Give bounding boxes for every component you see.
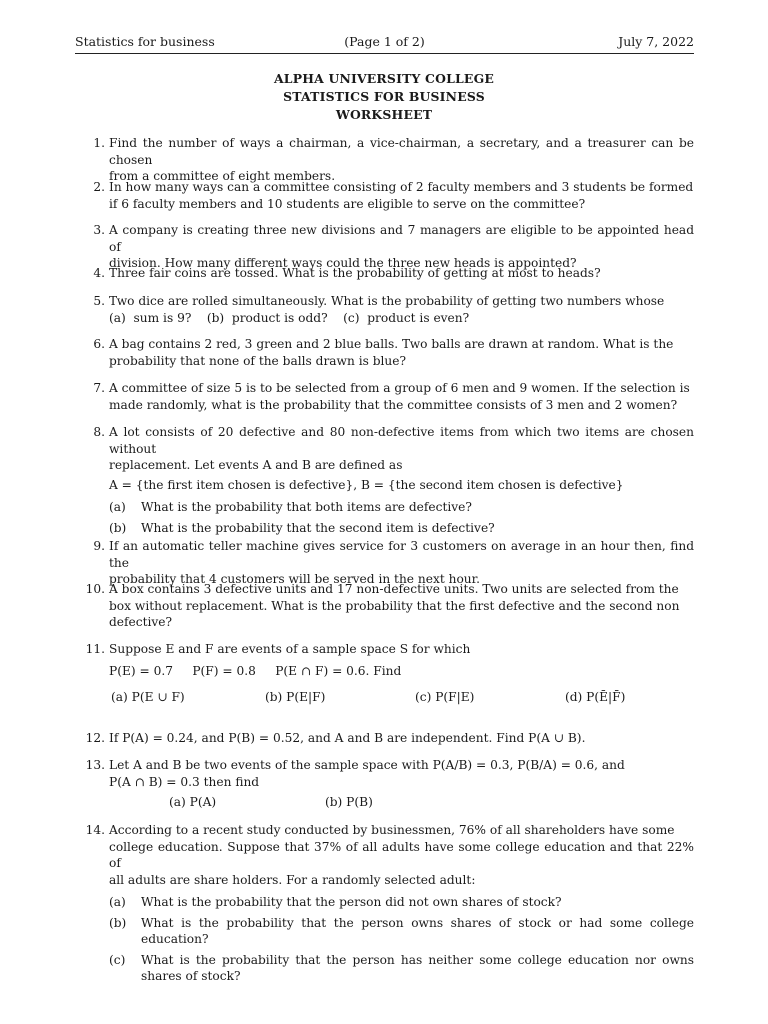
question-number: 7. [93, 381, 105, 395]
question-13 [75, 757, 694, 810]
question-text-line: division. How many different ways could the three new heads is appointed? [109, 256, 577, 270]
sub-question-label: (b) [109, 520, 127, 535]
option-a: (a) P(E ∪ F) [111, 690, 185, 704]
title-block [0, 70, 768, 124]
answer-options [109, 794, 694, 810]
question-text-line: A committee of size 5 is to be selected from a group of 6 men and 9 women. If the selection is [109, 381, 690, 395]
question-text-line: Suppose E and F are events of a sample space S for which [109, 642, 471, 656]
question-text-line: Find the number of ways a chairman, a vice-chairman, a secretary, and a treasurer can be chosen [109, 136, 694, 167]
question-text-line: college education. Suppose that 37% of all adults have some college education and that 22% of [109, 839, 694, 870]
option-b: (b) P(E|F) [265, 690, 326, 704]
question-12 [75, 730, 694, 747]
sub-question-b [109, 520, 694, 537]
title-worksheet: WORKSHEET [335, 107, 433, 122]
question-number: 11. [85, 642, 105, 656]
question-4 [75, 265, 694, 282]
sub-question-c [109, 952, 694, 985]
event-definition: A = {the first item chosen is defective}, B = {the second item chosen is defective} [109, 477, 624, 492]
question-text-line: defective? [109, 615, 172, 629]
answer-options [109, 689, 694, 705]
question-number: 4. [93, 266, 105, 280]
question-7 [75, 380, 694, 413]
question-text-line: probability that 4 customers will be served in the next hour. [109, 572, 480, 586]
sub-question-text: What is the probability that the second item is defective? [141, 520, 495, 535]
question-text-line: In how many ways can a committee consisting of 2 faculty members and 3 students be formed [109, 180, 694, 194]
question-text-line: If an automatic teller machine gives service for 3 customers on average in an hour then, find the [109, 539, 694, 570]
option-a: (a) P(A) [169, 795, 217, 809]
sub-question-b [109, 915, 694, 948]
question-number: 3. [93, 223, 105, 237]
header-course: Statistics for business [75, 34, 215, 49]
header-rule [75, 53, 694, 54]
question-number: 10. [85, 582, 105, 596]
sub-question-text: What is the probability that both items are defective? [141, 500, 472, 514]
sub-question-label: (c) [109, 952, 126, 967]
question-text-line: (a) sum is 9? (b) product is odd? (c) product is even? [109, 310, 470, 325]
question-number: 8. [93, 425, 105, 439]
sub-question-label: (a) [109, 500, 126, 514]
question-11 [75, 641, 694, 705]
question-text-line: probability that none of the balls drawn is blue? [109, 353, 407, 368]
option-b: (b) P(B) [325, 795, 373, 809]
sub-question-a [109, 499, 694, 516]
sub-question-text: What is the probability that the person has neither some college education nor owns shares of stock? [141, 952, 694, 983]
header-page-number: (Page 1 of 2) [344, 34, 425, 49]
question-text-line: from a committee of eight members. [109, 169, 336, 183]
question-text-line: replacement. Let events A and B are defined as [109, 458, 403, 472]
sub-question-text: What is the probability that the person owns shares of stock or had some college education? [141, 915, 694, 946]
question-number: 14. [85, 823, 105, 837]
question-number: 13. [85, 758, 105, 772]
title-course: STATISTICS FOR BUSINESS [283, 89, 485, 104]
header-date: July 7, 2022 [618, 34, 694, 49]
question-text-line: Let A and B be two events of the sample space with P(A/B) = 0.3, P(B/A) = 0.6, and [109, 758, 625, 772]
sub-question-label: (b) [109, 915, 127, 930]
question-text-line: A lot consists of 20 defective and 80 non-defective items from which two items are chosen without [109, 425, 694, 456]
question-text-line: made randomly, what is the probability that the committee consists of 3 men and 2 women? [109, 397, 678, 412]
question-text-line: If P(A) = 0.24, and P(B) = 0.52, and A and B are independent. Find P(A ∪ B). [109, 731, 586, 745]
question-text-line: A box contains 3 defective units and 17 non-defective units. Two units are selected from the [109, 582, 679, 596]
running-header [75, 34, 694, 50]
sub-question-a [109, 894, 694, 911]
question-text-line: A bag contains 2 red, 3 green and 2 blue balls. Two balls are drawn at random. What is the [109, 337, 674, 351]
question-text-line: if 6 faculty members and 10 students are eligible to serve on the committee? [109, 196, 586, 211]
option-d: (d) P(Ē|F̄) [565, 690, 626, 704]
question-number: 9. [93, 539, 105, 553]
question-text-line: Three fair coins are tossed. What is the probability of getting at most to heads? [109, 266, 601, 280]
question-5 [75, 293, 694, 326]
sub-question-text: What is the probability that the person did not own shares of stock? [141, 895, 562, 909]
question-text-line: all adults are share holders. For a randomly selected adult: [109, 872, 476, 887]
question-text-line: box without replacement. What is the probability that the first defective and the second non [109, 598, 680, 613]
option-c: (c) P(F|E) [415, 690, 475, 704]
question-text-line: According to a recent study conducted by businessmen, 76% of all shareholders have some [109, 823, 675, 837]
question-text-line: Two dice are rolled simultaneously. What is the probability of getting two numbers whose [109, 294, 665, 308]
question-2 [75, 179, 694, 212]
given-probabilities: P(E) = 0.7 P(F) = 0.8 P(E ∩ F) = 0.6. Find [109, 663, 402, 678]
question-number: 5. [93, 294, 105, 308]
question-text-line: A company is creating three new divisions and 7 managers are eligible to be appointed head of [109, 223, 694, 254]
question-number: 1. [93, 136, 105, 150]
sub-question-label: (a) [109, 895, 126, 909]
question-1 [75, 135, 694, 185]
question-number: 12. [85, 731, 105, 745]
title-university: ALPHA UNIVERSITY COLLEGE [273, 71, 495, 86]
question-text-line: P(A ∩ B) = 0.3 then find [109, 774, 260, 789]
question-6 [75, 336, 694, 369]
question-number: 2. [93, 180, 105, 194]
question-10 [75, 581, 694, 631]
question-8 [75, 424, 694, 536]
question-number: 6. [93, 337, 105, 351]
question-14 [75, 822, 694, 985]
